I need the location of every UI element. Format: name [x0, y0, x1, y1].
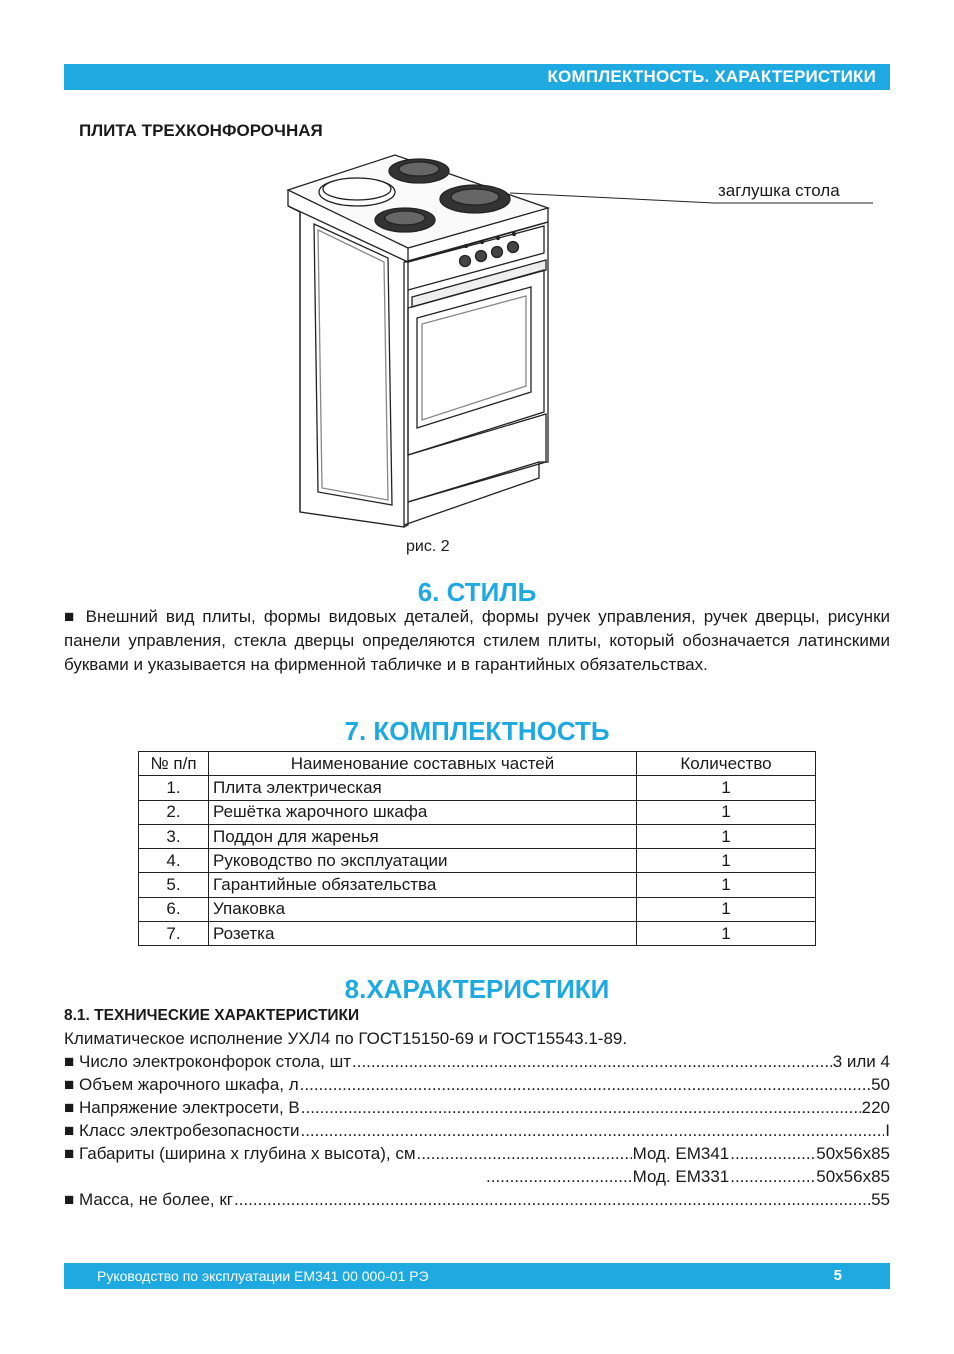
table-row: [139, 897, 816, 921]
spec-item-dimensions-2: [486, 1166, 890, 1188]
row-number: 6.: [139, 897, 209, 921]
spec-value: 50x56x85: [816, 1144, 890, 1163]
spec-item: [64, 1097, 890, 1119]
spec-label: ■ Объем жарочного шкафа, л: [64, 1075, 299, 1094]
spec-label: ■ Масса, не более, кг: [64, 1190, 233, 1209]
specs-subtitle: 8.1. ТЕХНИЧЕСКИЕ ХАРАКТЕРИСТИКИ: [64, 1007, 360, 1024]
stove-illustration: [280, 145, 880, 530]
spec-value: 55: [871, 1190, 890, 1209]
spec-item-dimensions: [64, 1143, 890, 1165]
spec-label: ■ Число электроконфорок стола, шт: [64, 1052, 352, 1071]
row-number: 5.: [139, 873, 209, 897]
row-name: Руководство по эксплуатации: [209, 849, 637, 873]
style-paragraph: [64, 605, 890, 677]
table-row: [139, 922, 816, 946]
spec-value: 3 или 4: [832, 1052, 890, 1071]
row-number: 3.: [139, 824, 209, 848]
spec-value: I: [885, 1121, 890, 1140]
row-name: Плита электрическая: [209, 776, 637, 800]
row-name: Упаковка: [209, 897, 637, 921]
kit-table: [138, 751, 816, 946]
spec-item: [64, 1074, 890, 1096]
spec-item: [64, 1189, 890, 1211]
row-quantity: 1: [637, 849, 816, 873]
table-row: [139, 776, 816, 800]
spec-value: 50x56x85: [816, 1167, 890, 1186]
row-name: Решётка жарочного шкафа: [209, 800, 637, 824]
section-specs-title: 8.ХАРАКТЕРИСТИКИ: [344, 974, 610, 1004]
model-label: Мод. ЕМ341: [632, 1144, 730, 1163]
spec-label: ■ Габариты (ширина х глубина х высота), см: [64, 1144, 416, 1163]
spec-item: [64, 1051, 890, 1073]
row-quantity: 1: [637, 897, 816, 921]
section-style-title: 6. СТИЛЬ: [417, 577, 537, 607]
section-kit-title: 7. КОМПЛЕКТНОСТЬ: [344, 716, 610, 746]
table-row: [139, 800, 816, 824]
table-row: [139, 873, 816, 897]
model-label: Мод. ЕМ331: [632, 1167, 730, 1186]
spec-label: ■ Класс электробезопасности: [64, 1121, 300, 1140]
row-number: 2.: [139, 800, 209, 824]
column-header: Наименование составных частей: [209, 752, 637, 776]
figure-caption: рис. 2: [406, 538, 450, 555]
column-header: Количество: [637, 752, 816, 776]
bullet-icon: ■: [64, 607, 78, 626]
row-quantity: 1: [637, 800, 816, 824]
callout-label: заглушка стола: [718, 181, 840, 200]
spec-label: ■ Напряжение электросети, В: [64, 1098, 300, 1117]
climate-line: Климатическое исполнение УХЛ4 по ГОСТ15150-69 и ГОСТ15543.1-89.: [64, 1029, 628, 1048]
footer-bar: [64, 1263, 890, 1289]
row-name: Розетка: [209, 922, 637, 946]
spec-value: 220: [861, 1098, 890, 1117]
table-row: [139, 824, 816, 848]
column-header: № п/п: [139, 752, 209, 776]
page-number: 5: [833, 1267, 842, 1284]
row-number: 1.: [139, 776, 209, 800]
row-name: Поддон для жаренья: [209, 824, 637, 848]
spec-item: [64, 1120, 890, 1142]
row-number: 4.: [139, 849, 209, 873]
row-quantity: 1: [637, 922, 816, 946]
table-header-row: [139, 752, 816, 776]
header-bar: [64, 64, 890, 90]
row-quantity: 1: [637, 873, 816, 897]
figure-heading: ПЛИТА ТРЕХКОНФОРОЧНАЯ: [79, 121, 323, 140]
footer-text: Руководство по эксплуатации ЕМ341 00 000-01 РЭ: [97, 1268, 429, 1284]
spec-value: 50: [871, 1075, 890, 1094]
header-title: КОМПЛЕКТНОСТЬ. ХАРАКТЕРИСТИКИ: [547, 67, 876, 86]
style-text: Внешний вид плиты, формы видовых деталей, формы ручек управления, ручек дверцы, рисунки панели управления, стекла дверцы определяются стилем плиты, который обозначается латинскими буквами и указывается на фирменной табличке и в гарантийных обязательствах.: [64, 607, 891, 674]
table-row: [139, 849, 816, 873]
row-number: 7.: [139, 922, 209, 946]
row-quantity: 1: [637, 776, 816, 800]
row-name: Гарантийные обязательства: [209, 873, 637, 897]
row-quantity: 1: [637, 824, 816, 848]
